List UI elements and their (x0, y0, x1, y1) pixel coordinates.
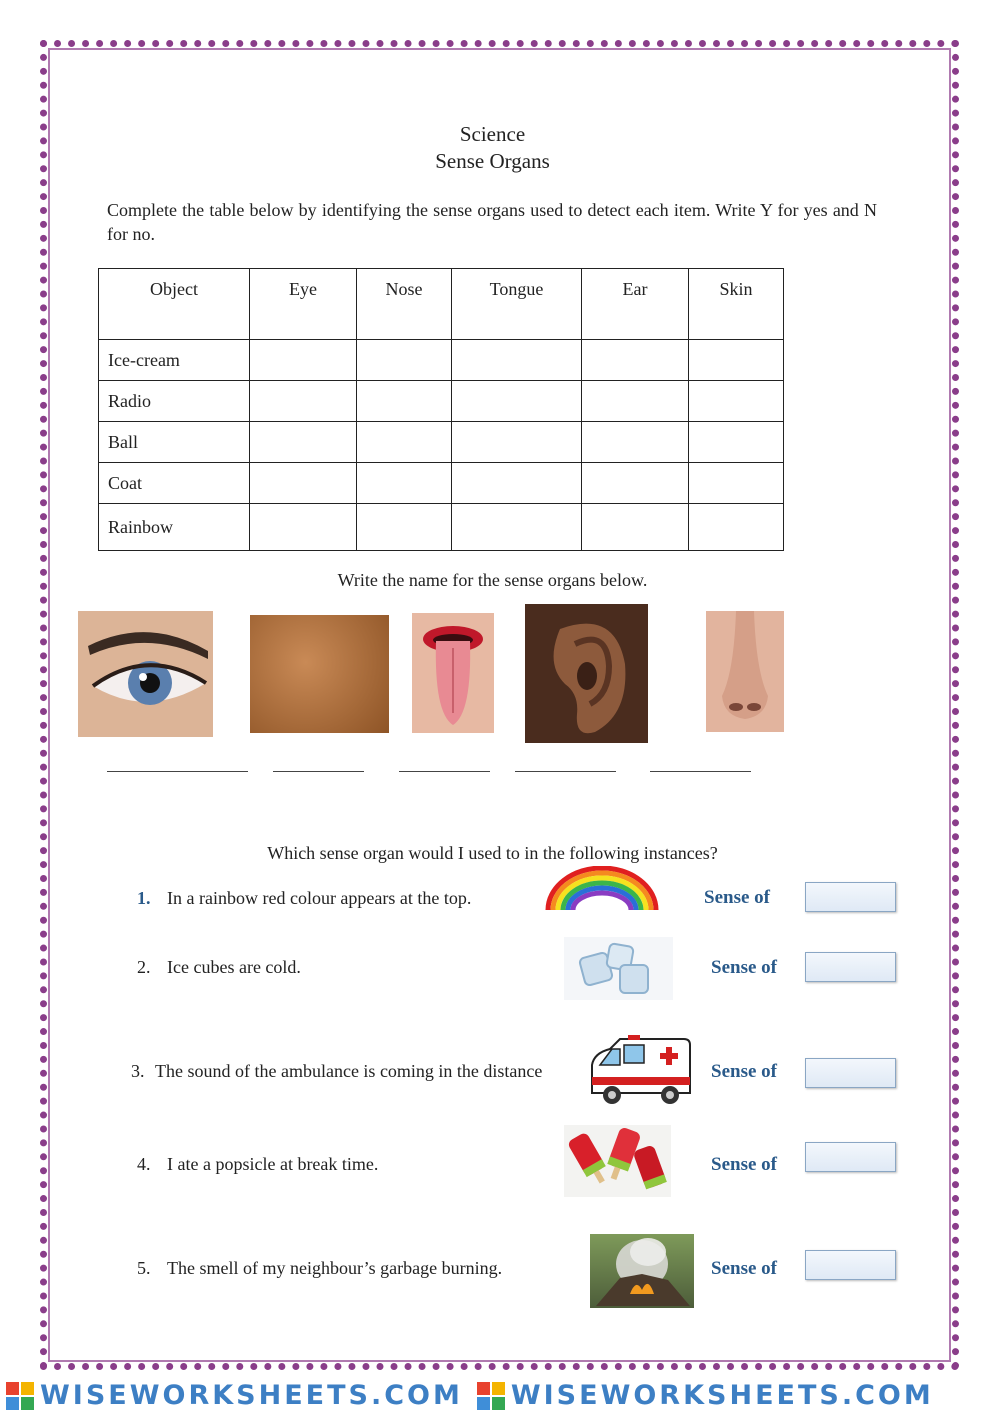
ear-name-blank[interactable] (515, 771, 616, 772)
answer-cell[interactable] (250, 422, 357, 463)
answer-cell[interactable] (250, 340, 357, 381)
question-text: The sound of the ambulance is coming in the distance (155, 1061, 543, 1081)
question-5 (137, 1258, 502, 1279)
answer-cell[interactable] (357, 340, 452, 381)
answer-box-1[interactable] (805, 882, 896, 912)
header-skin: Skin (689, 269, 784, 340)
question-number: 3. (131, 1061, 145, 1081)
answer-cell[interactable] (582, 463, 689, 504)
question-2 (137, 957, 301, 978)
sense-organ-table (98, 268, 784, 551)
answer-cell[interactable] (689, 340, 784, 381)
table-row (99, 340, 784, 381)
logo-blocks-icon (477, 1382, 505, 1410)
answer-box-4[interactable] (805, 1142, 896, 1172)
answer-cell[interactable] (689, 504, 784, 551)
table-header-row (99, 269, 784, 340)
row-label: Radio (99, 381, 250, 422)
table-row (99, 504, 784, 551)
question-number: 1. (137, 888, 151, 908)
answer-cell[interactable] (582, 422, 689, 463)
answer-cell[interactable] (357, 381, 452, 422)
answer-cell[interactable] (357, 463, 452, 504)
skin-photo (250, 615, 389, 733)
answer-cell[interactable] (452, 463, 582, 504)
burning-garbage-image (590, 1234, 694, 1308)
tongue-name-blank[interactable] (399, 771, 490, 772)
row-label: Ball (99, 422, 250, 463)
nose-name-blank[interactable] (650, 771, 751, 772)
sense-label: Sense of (711, 957, 777, 978)
sense-label: Sense of (711, 1154, 777, 1175)
question-number: 4. (137, 1154, 151, 1174)
table-instructions: Complete the table below by identifying the sense organs used to detect each item. Write Y for yes and N for no. (107, 200, 877, 244)
question-number: 5. (137, 1258, 151, 1278)
answer-cell[interactable] (582, 381, 689, 422)
header-ear: Ear (582, 269, 689, 340)
answer-cell[interactable] (357, 504, 452, 551)
header-object: Object (99, 269, 250, 340)
eye-photo (78, 611, 213, 737)
answer-cell[interactable] (452, 340, 582, 381)
header-nose: Nose (357, 269, 452, 340)
ear-photo (525, 604, 648, 743)
popsicles-image (564, 1125, 671, 1197)
question-1 (137, 888, 471, 909)
table-row (99, 422, 784, 463)
header-eye: Eye (250, 269, 357, 340)
answer-cell[interactable] (582, 504, 689, 551)
row-label: Ice-cream (99, 340, 250, 381)
row-label: Coat (99, 463, 250, 504)
answer-box-5[interactable] (805, 1250, 896, 1280)
answer-cell[interactable] (452, 381, 582, 422)
answer-cell[interactable] (250, 381, 357, 422)
answer-cell[interactable] (689, 422, 784, 463)
naming-prompt: Write the name for the sense organs below. (337, 570, 648, 590)
subject-title: Science (459, 122, 526, 146)
answer-cell[interactable] (250, 463, 357, 504)
answer-cell[interactable] (452, 422, 582, 463)
logo-blocks-icon (6, 1382, 34, 1410)
footer-watermark (0, 1378, 1000, 1413)
ice-cubes-image (564, 937, 673, 1000)
row-label: Rainbow (99, 504, 250, 551)
ambulance-image (588, 1035, 694, 1107)
question-3 (131, 1061, 542, 1082)
answer-cell[interactable] (250, 504, 357, 551)
table-row (99, 381, 784, 422)
question-4 (137, 1154, 378, 1175)
answer-cell[interactable] (689, 381, 784, 422)
answer-cell[interactable] (452, 504, 582, 551)
topic-title: Sense Organs (435, 149, 550, 173)
eye-name-blank[interactable] (107, 771, 248, 772)
footer-brand: WISEWORKSHEETS.COM (510, 1380, 934, 1411)
skin-name-blank[interactable] (273, 771, 364, 772)
answer-box-3[interactable] (805, 1058, 896, 1088)
question-text: In a rainbow red colour appears at the top. (167, 888, 472, 908)
rainbow-image (545, 866, 659, 912)
nose-photo (706, 611, 784, 732)
sense-label: Sense of (704, 887, 770, 908)
question-prompt: Which sense organ would I used to in the following instances? (267, 843, 718, 863)
table-row (99, 463, 784, 504)
question-number: 2. (137, 957, 151, 977)
answer-cell[interactable] (357, 422, 452, 463)
question-text: The smell of my neighbour’s garbage burning. (167, 1258, 503, 1278)
answer-box-2[interactable] (805, 952, 896, 982)
question-text: Ice cubes are cold. (167, 957, 301, 977)
header-tongue: Tongue (452, 269, 582, 340)
answer-cell[interactable] (689, 463, 784, 504)
sense-label: Sense of (711, 1061, 777, 1082)
question-text: I ate a popsicle at break time. (167, 1154, 379, 1174)
answer-cell[interactable] (582, 340, 689, 381)
sense-label: Sense of (711, 1258, 777, 1279)
footer-brand: WISEWORKSHEETS.COM (40, 1380, 463, 1411)
tongue-photo (412, 613, 494, 733)
